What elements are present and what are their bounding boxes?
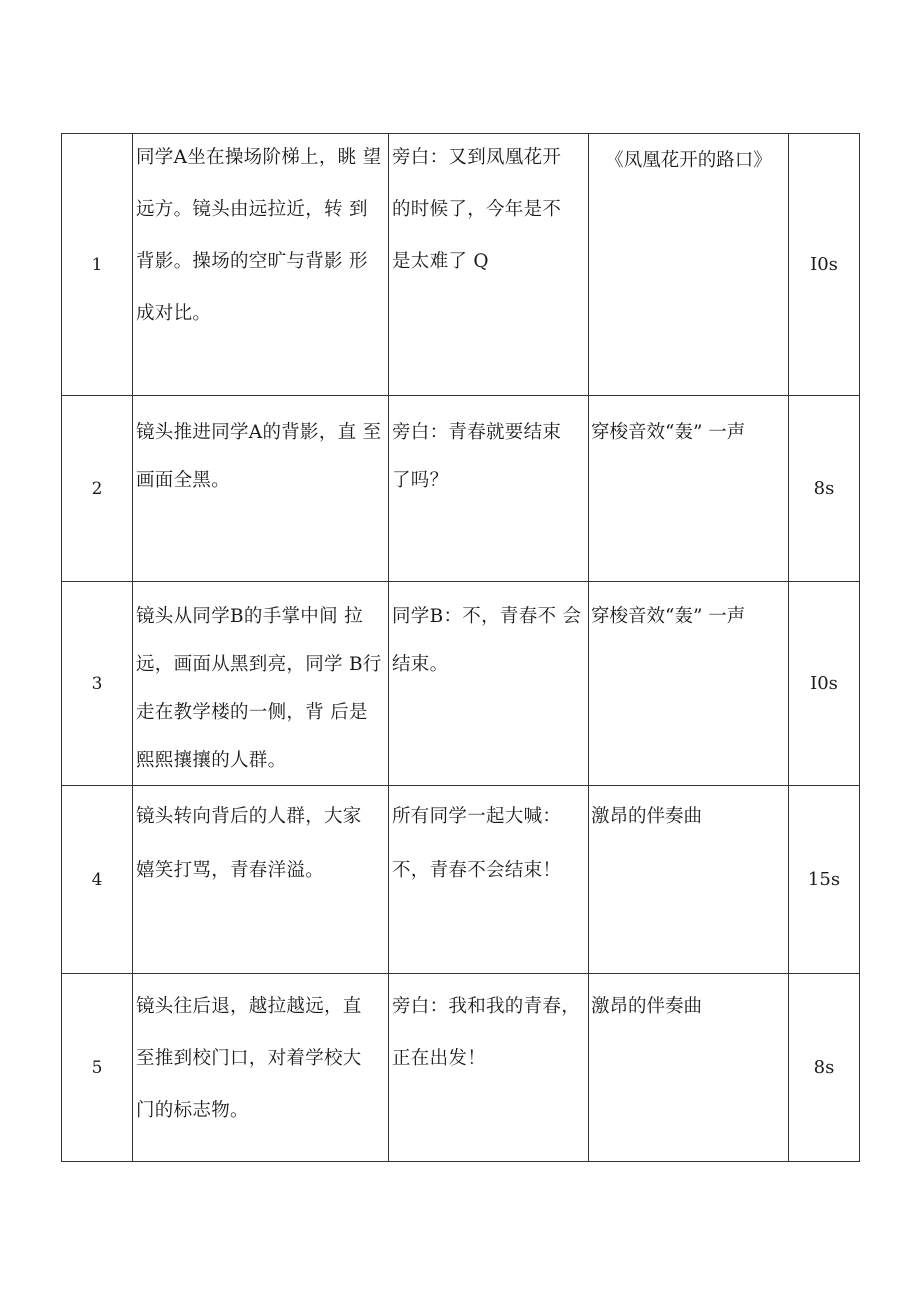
dialogue-text: 所有同学一起大喊： 不，青春不会结束！	[392, 806, 562, 881]
music-text: 激昂的伴奏曲	[591, 996, 703, 1017]
shot-duration: 15s	[789, 786, 860, 974]
shot-description-cell	[133, 974, 389, 1162]
dialogue-cell	[389, 582, 589, 786]
shot-description: 同学A坐在操场阶梯上，眺 望 远方。镜头由远拉近，转 到 背影。操场的空旷与背影 形 成对比。	[136, 147, 382, 324]
shot-duration: I0s	[789, 582, 860, 786]
music-text: 穿梭音效“轰” 一声	[591, 422, 746, 443]
shot-number: 5	[62, 974, 133, 1162]
music-cell	[589, 396, 789, 582]
dialogue-cell	[389, 974, 589, 1162]
music-text: 穿梭音效“轰” 一声	[591, 606, 746, 627]
shot-number: 4	[62, 786, 133, 974]
table-row	[62, 396, 860, 582]
music-cell	[589, 134, 789, 396]
shot-description-cell	[133, 134, 389, 396]
dialogue-text: 旁白：青春就要结束 了吗？	[392, 422, 562, 491]
dialogue-cell	[389, 134, 589, 396]
dialogue-text: 旁白：又到凤凰花开 的时候了，今年是不 是太难了 Q	[392, 147, 562, 272]
dialogue-cell	[389, 786, 589, 974]
music-text: 《凤凰花开的路口》	[605, 150, 772, 171]
shot-description: 镜头转向背后的人群，大家 嬉笑打骂，青春洋溢。	[136, 806, 362, 881]
shot-description: 镜头推进同学A的背影，直 至 画面全黑。	[136, 422, 382, 491]
shot-description: 镜头从同学B的手掌中间 拉 远，画面从黑到亮，同学 B行 走在教学楼的一侧，背 后是 熙熙攘攘的人群。	[136, 606, 382, 771]
shot-number: 1	[62, 134, 133, 396]
table-row	[62, 974, 860, 1162]
shot-description-cell	[133, 396, 389, 582]
dialogue-cell	[389, 396, 589, 582]
storyboard-table	[61, 133, 860, 1162]
shot-number: 2	[62, 396, 133, 582]
shot-description-cell	[133, 582, 389, 786]
shot-description-cell	[133, 786, 389, 974]
shot-duration: 8s	[789, 396, 860, 582]
music-cell	[589, 582, 789, 786]
music-cell	[589, 786, 789, 974]
music-text: 激昂的伴奏曲	[591, 806, 703, 827]
shot-number: 3	[62, 582, 133, 786]
dialogue-text: 同学B：不，青春不 会 结束。	[392, 606, 582, 675]
table-row	[62, 786, 860, 974]
shot-duration: I0s	[789, 134, 860, 396]
table-row	[62, 134, 860, 396]
shot-description: 镜头往后退，越拉越远，直 至推到校门口，对着学校大 门的标志物。	[136, 996, 362, 1121]
dialogue-text: 旁白：我和我的青春， 正在出发！	[392, 996, 581, 1069]
table-row	[62, 582, 860, 786]
shot-duration: 8s	[789, 974, 860, 1162]
music-cell	[589, 974, 789, 1162]
